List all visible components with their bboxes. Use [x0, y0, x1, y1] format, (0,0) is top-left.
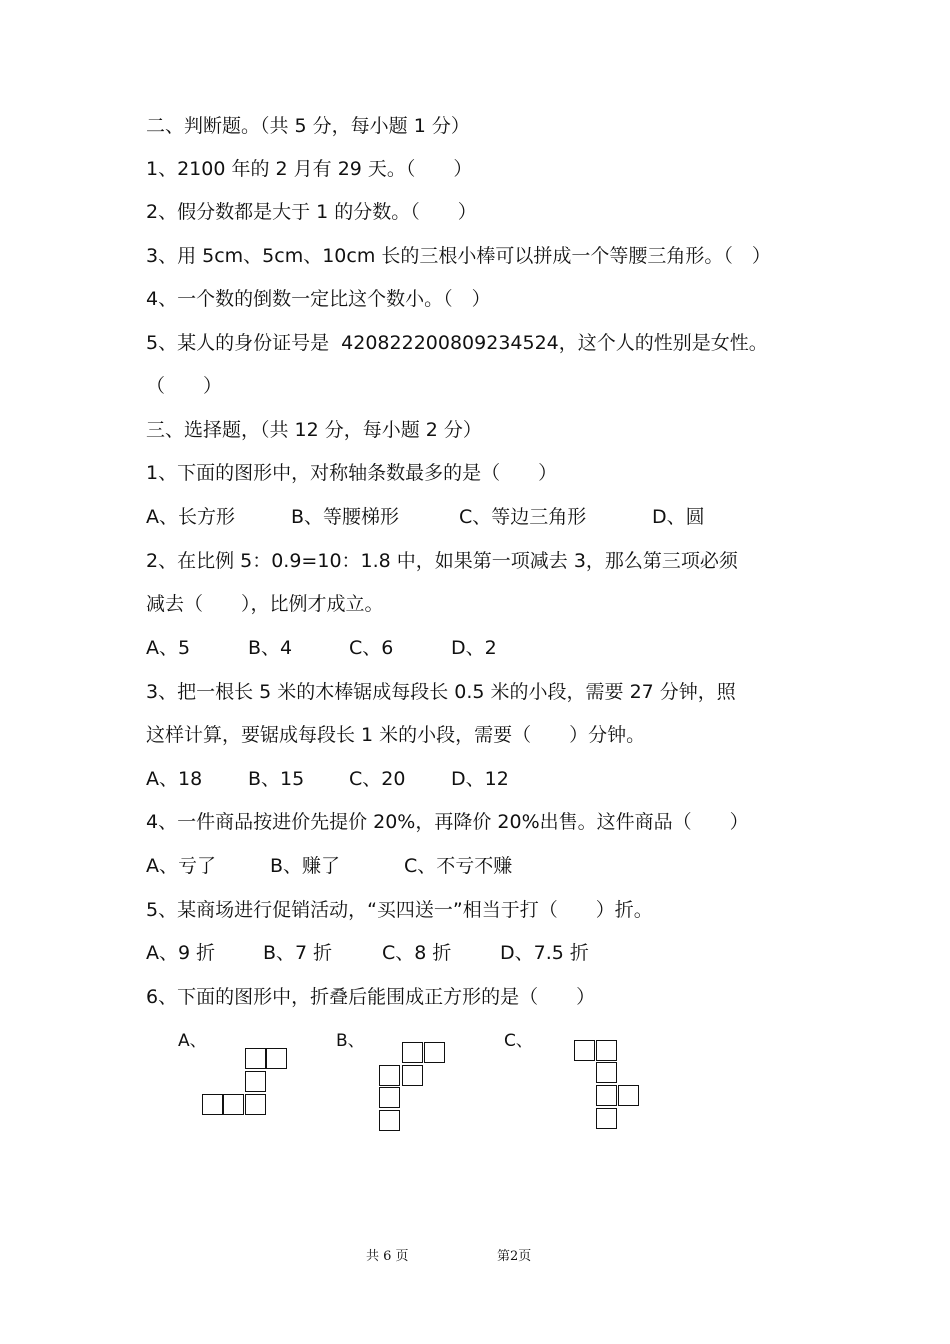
net-cell — [402, 1065, 423, 1086]
q2-option-d: D、2 — [451, 637, 497, 659]
q5-option-d: D、7.5 折 — [500, 942, 589, 964]
section3-title: 三、选择题，（共 12 分，每小题 2 分） — [146, 419, 482, 441]
net-cell — [596, 1040, 617, 1061]
q4-option-a: A、亏了 — [146, 855, 216, 877]
net-cell — [596, 1062, 617, 1083]
net-figure-b — [379, 1042, 449, 1134]
section3-q5: 5、某商场进行促销活动，“买四送一”相当于打（ ）折。 — [146, 899, 653, 921]
figure-c-label: C、 — [504, 1031, 533, 1051]
q3-option-b: B、15 — [248, 768, 305, 790]
net-cell — [379, 1110, 400, 1131]
q5-option-c: C、8 折 — [382, 942, 452, 964]
q2-option-b: B、4 — [248, 637, 293, 659]
net-figure-a — [202, 1048, 292, 1118]
net-cell — [245, 1071, 266, 1092]
q1-option-c: C、等边三角形 — [459, 506, 587, 528]
q5-option-b: B、7 折 — [263, 942, 333, 964]
q2-option-a: A、5 — [146, 637, 191, 659]
section3-q3-line1: 3、把一根长 5 米的木棒锯成每段长 0.5 米的小段，需要 27 分钟，照 — [146, 681, 736, 703]
net-cell — [596, 1085, 617, 1106]
section3-q2-line1: 2、在比例 5：0.9=10：1.8 中，如果第一项减去 3，那么第三项必须 — [146, 550, 738, 572]
net-cell — [245, 1094, 266, 1115]
section3-q6: 6、下面的图形中，折叠后能围成正方形的是（ ） — [146, 986, 596, 1008]
section2-q3: 3、用 5cm、5cm、10cm 长的三根小棒可以拼成一个等腰三角形。（ ） — [146, 245, 771, 267]
q4-option-b: B、赚了 — [270, 855, 341, 877]
figure-b-label: B、 — [336, 1031, 365, 1051]
q3-option-a: A、18 — [146, 768, 203, 790]
section2-title: 二、判断题。（共 5 分，每小题 1 分） — [146, 115, 470, 137]
footer-page-number: 第2页 — [497, 1249, 532, 1264]
footer-total-pages: 共 6 页 — [366, 1249, 409, 1264]
net-cell — [379, 1065, 400, 1086]
section3-q1: 1、下面的图形中，对称轴条数最多的是（ ） — [146, 462, 558, 484]
net-cell — [245, 1048, 266, 1069]
net-cell — [379, 1087, 400, 1108]
net-cell — [574, 1040, 595, 1061]
q3-option-d: D、12 — [451, 768, 509, 790]
q1-option-a: A、长方形 — [146, 506, 235, 528]
net-cell — [223, 1094, 244, 1115]
section3-q2-line2: 减去（ ），比例才成立。 — [146, 593, 384, 615]
section2-q2: 2、假分数都是大于 1 的分数。（ ） — [146, 201, 477, 223]
section2-q1: 1、2100 年的 2 月有 29 天。（ ） — [146, 158, 473, 180]
q2-option-c: C、6 — [349, 637, 394, 659]
q1-option-b: B、等腰梯形 — [291, 506, 400, 528]
figure-a-label: A、 — [178, 1031, 207, 1051]
section2-q4: 4、一个数的倒数一定比这个数小。（ ） — [146, 288, 491, 310]
net-figure-c — [574, 1040, 644, 1132]
q1-option-d: D、圆 — [652, 506, 705, 528]
net-cell — [424, 1042, 445, 1063]
net-cell — [266, 1048, 287, 1069]
q4-option-c: C、不亏不赚 — [404, 855, 513, 877]
net-cell — [402, 1042, 423, 1063]
section3-q3-line2: 这样计算，要锯成每段长 1 米的小段，需要（ ）分钟。 — [146, 724, 646, 746]
section2-q5-paren: （ ） — [146, 375, 223, 397]
q3-option-c: C、20 — [349, 768, 406, 790]
net-cell — [596, 1108, 617, 1129]
section2-q5: 5、某人的身份证号是 420822200809234524，这个人的性别是女性。 — [146, 332, 768, 354]
section3-q4: 4、一件商品按进价先提价 20%，再降价 20%出售。这件商品（ ） — [146, 811, 749, 833]
net-cell — [202, 1094, 223, 1115]
net-cell — [618, 1085, 639, 1106]
q5-option-a: A、9 折 — [146, 942, 216, 964]
